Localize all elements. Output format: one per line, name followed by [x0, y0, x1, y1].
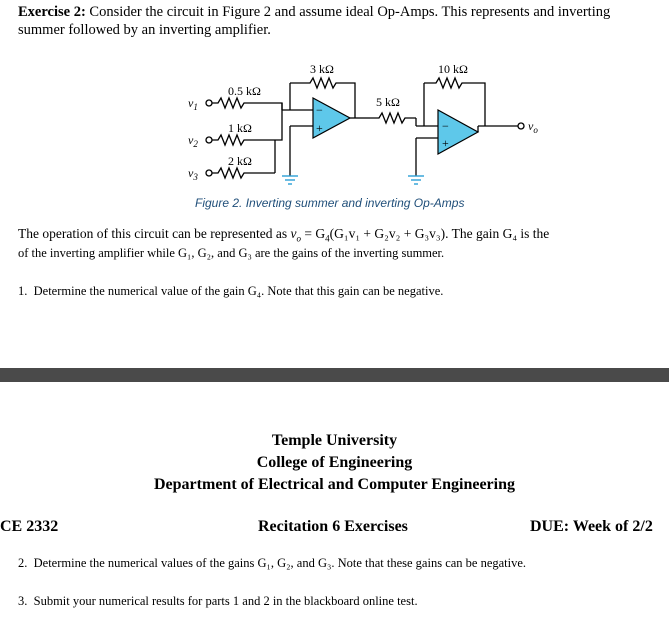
- resistor-1k: [212, 135, 264, 145]
- resistor-0-5k: [212, 98, 264, 108]
- college-name: College of Engineering: [256, 454, 413, 471]
- opamp-1-plus: +: [316, 121, 323, 135]
- opamp-2-plus: +: [442, 136, 449, 150]
- v3-terminal: [206, 170, 212, 176]
- equation-v: v: [290, 226, 297, 241]
- label-vo: $v_o$: [528, 119, 538, 135]
- vo-terminal: [518, 123, 524, 129]
- label-r-5k: 5 kΩ: [376, 95, 400, 109]
- question-3-text: Submit your numerical results for parts 1 and 2 in the blackboard online test.: [33, 594, 418, 608]
- equation-rest: = G: [301, 226, 326, 241]
- label-r-10k: 10 kΩ: [438, 62, 468, 76]
- paragraph-line-1: The operation of this circuit can be represented as $v_o = G_4(G_1v_1 + G_2v_2 + G_3v_3)$. The gain G₄ is the: [18, 226, 550, 244]
- recitation-title: Recitation 6 Exercises: [258, 518, 408, 535]
- label-v1: $v_1$: [188, 96, 198, 112]
- question-3: [18, 594, 418, 609]
- question-2-text: Determine the numerical values of the gains G₁, G₂, and G₃. Note that these gains can be negative.: [33, 556, 527, 570]
- figure-caption: Figure 2. Inverting summer and inverting Op-Amps: [195, 196, 465, 210]
- department-name: Department of Electrical and Computer Engineering: [154, 476, 515, 493]
- ground-icon: [408, 176, 424, 184]
- due-date: DUE: Week of 2/2: [530, 518, 653, 535]
- label-r-1k: 1 kΩ: [228, 121, 252, 135]
- label-r-0-5k: 0.5 kΩ: [228, 84, 261, 98]
- equation-sub: o: [296, 233, 302, 244]
- v2-terminal: [206, 137, 212, 143]
- v1-terminal: [206, 100, 212, 106]
- course-code: CE 2332: [0, 518, 59, 535]
- label-r-3k: 3 kΩ: [310, 62, 334, 76]
- question-1: [18, 284, 443, 299]
- paragraph-line-2: of the inverting amplifier while G₁, G₂, and G₃ are the gains of the inverting summer.: [18, 246, 445, 260]
- page-divider: [0, 368, 669, 382]
- circuit-diagram: [180, 58, 560, 194]
- ground-icon: [282, 176, 298, 184]
- university-name: Temple University: [271, 432, 398, 449]
- paragraph-equation-tail: (G₁v₁ + G₂v₂ + G₃v₃). The gain G₄ is the: [329, 226, 550, 241]
- question-2-num: 2.: [18, 556, 28, 570]
- label-v2: $v_2$: [188, 133, 198, 149]
- opamp-2-minus: −: [442, 119, 449, 133]
- question-1-num: 1.: [18, 284, 28, 298]
- exercise-text-1: Consider the circuit in Figure 2 and assume ideal Op-Amps. This represents and inverting: [89, 4, 611, 20]
- resistor-2k: [212, 168, 275, 178]
- question-3-num: 3.: [18, 594, 28, 608]
- exercise-label: Exercise 2:: [18, 4, 86, 20]
- label-v3: $v_3$: [188, 166, 198, 182]
- label-r-2k: 2 kΩ: [228, 154, 252, 168]
- question-2: [18, 556, 526, 571]
- exercise-line-1: [18, 4, 610, 21]
- exercise-line-2: summer followed by an inverting amplifier.: [18, 22, 271, 38]
- question-1-text: Determine the numerical value of the gain G₄. Note that this gain can be negative.: [33, 284, 444, 298]
- paragraph-intro: The operation of this circuit can be represented as: [18, 226, 291, 241]
- opamp-1-minus: −: [316, 103, 323, 117]
